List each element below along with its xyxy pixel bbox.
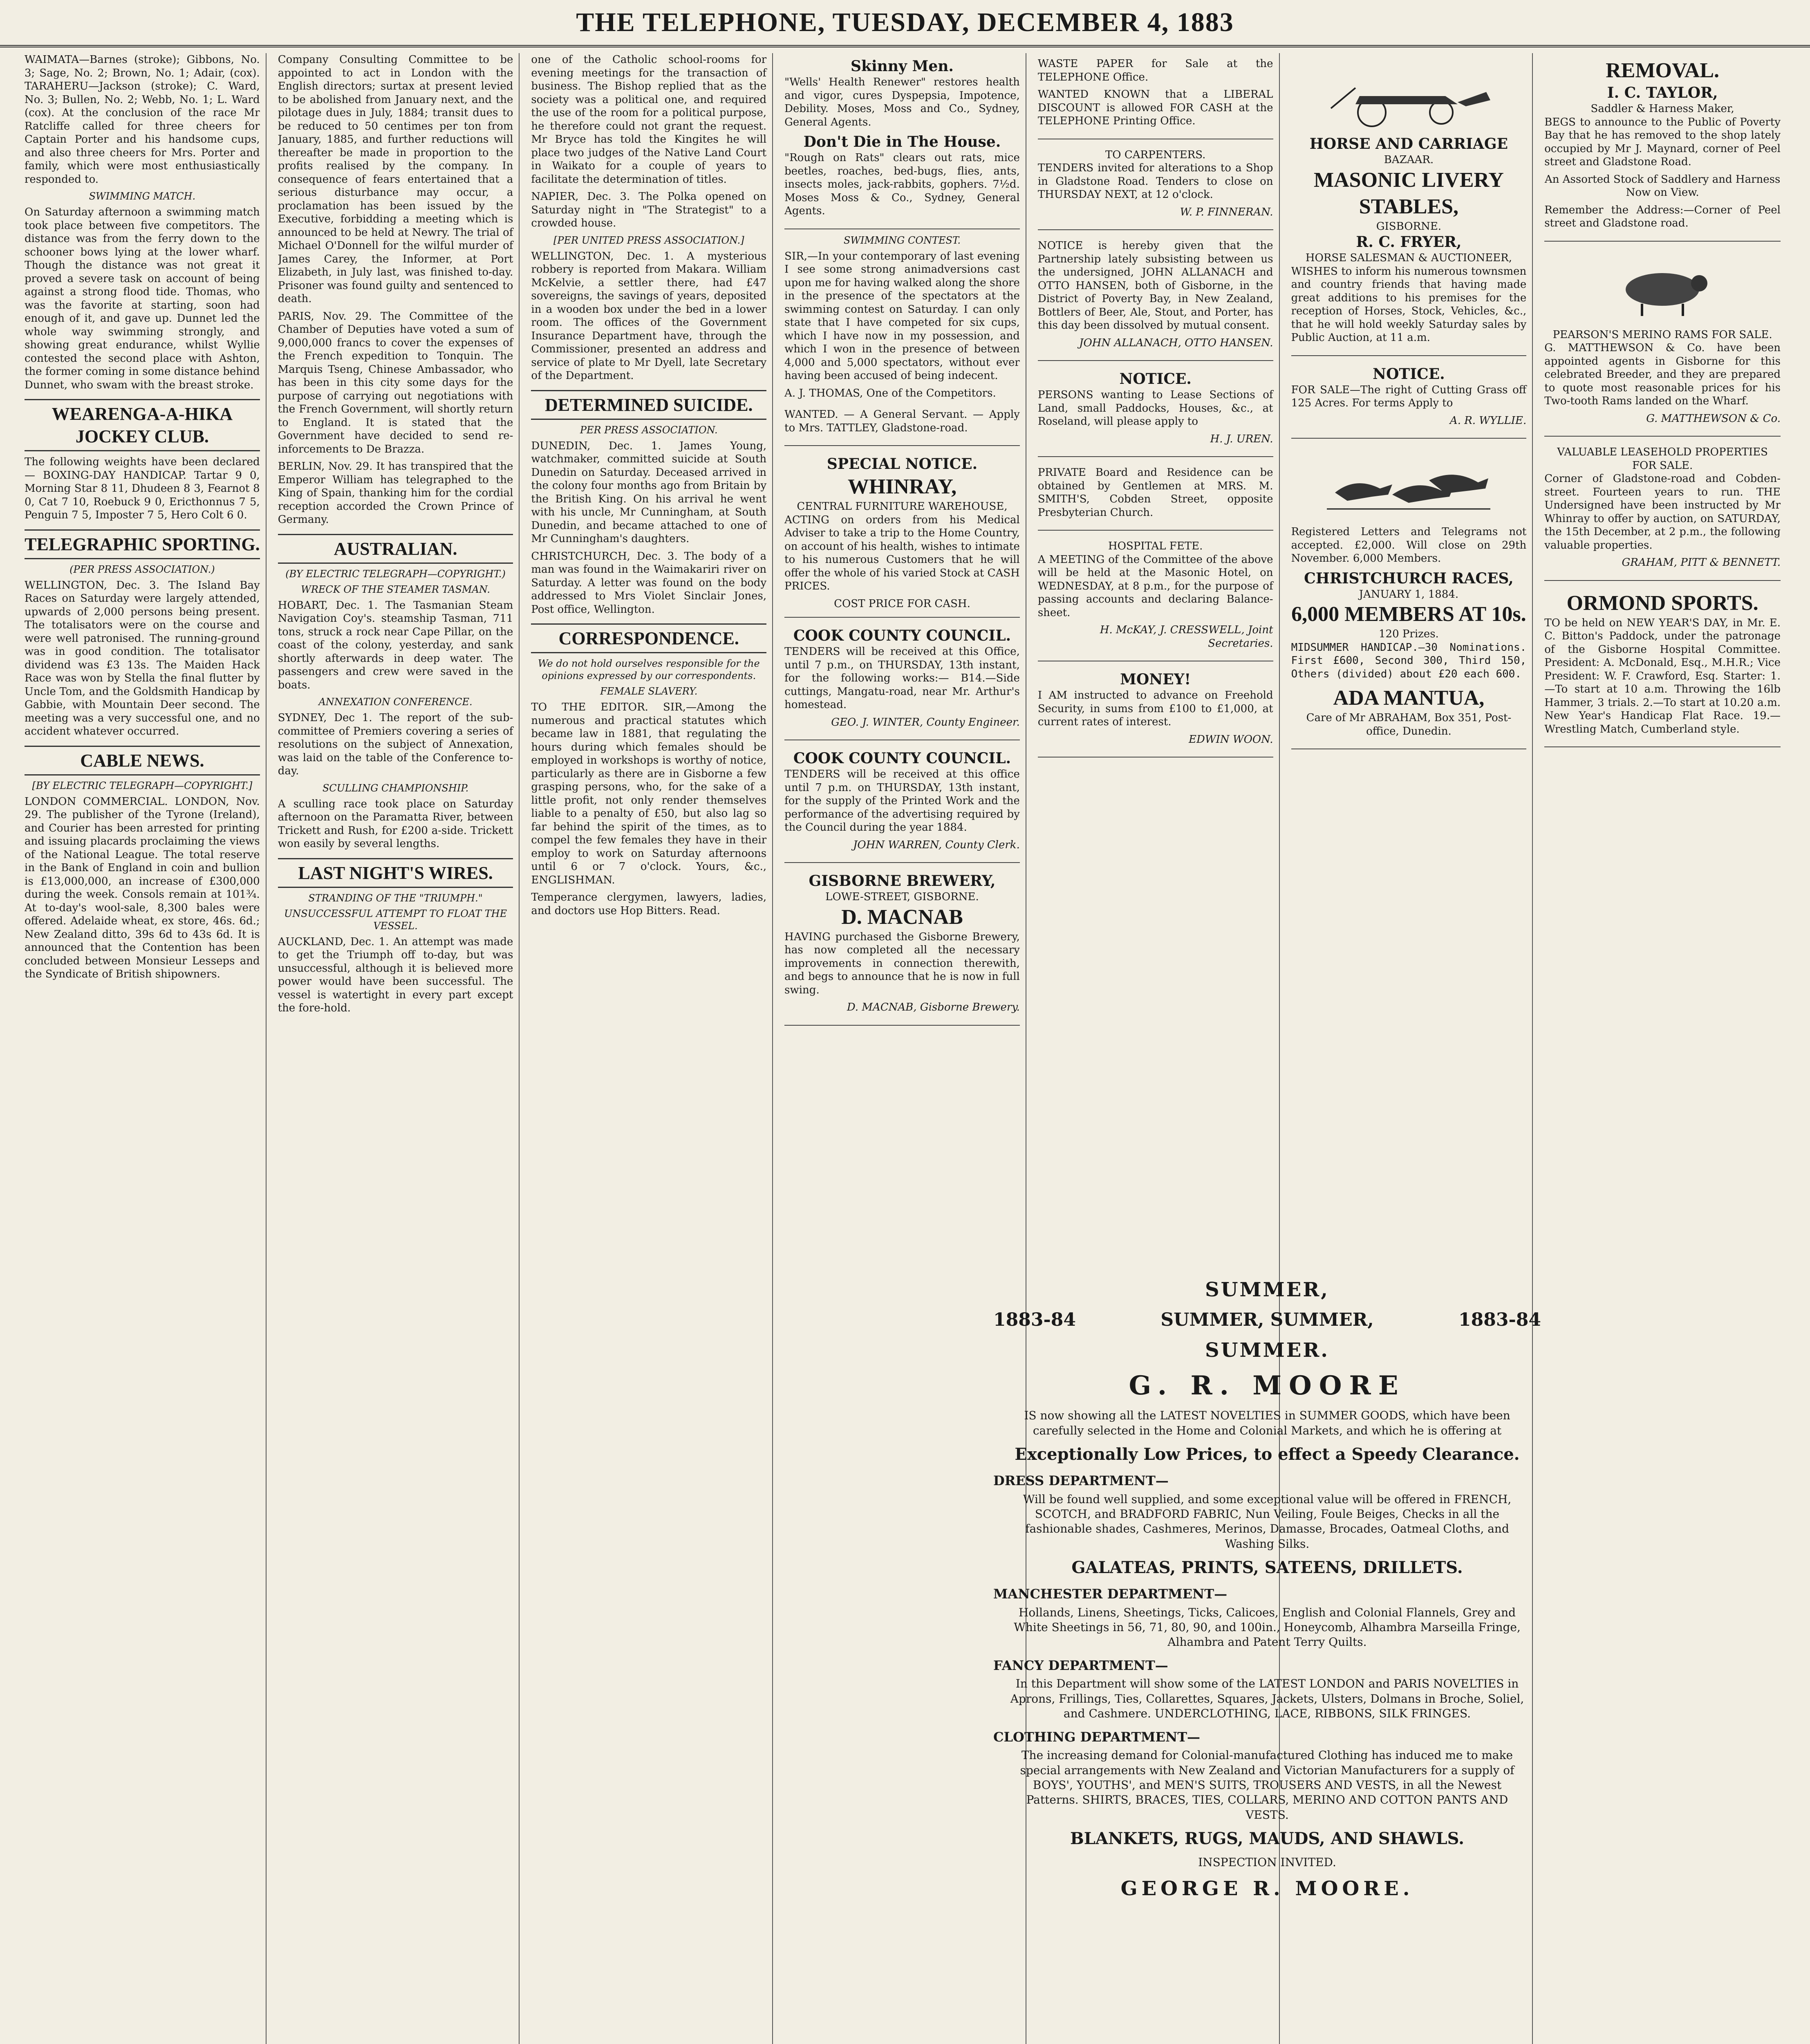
summer-mid: SUMMER, SUMMER, [1160,1309,1374,1331]
carriage-engraving [1303,61,1514,131]
merino-sig: G. MATTHEWSON & Co. [1646,412,1781,425]
swim-heading: SWIMMING MATCH. [89,191,196,202]
blankets-line: BLANKETS, RUGS, MAUDS, AND SHAWLS. [1070,1829,1465,1849]
horse-carriage-heading: HORSE AND CARRIAGE [1309,135,1508,152]
private-board-ad [1038,462,1273,531]
annexation-heading: ANNEXATION CONFERENCE. [318,696,473,708]
inspection-invited: INSPECTION INVITED. [1198,1856,1336,1869]
rats-heading: Don't Die in The House. [803,133,1001,150]
macnab-sig: D. MACNAB, Gisborne Brewery. [847,1001,1020,1013]
ormond-heading: ORMOND SPORTS. [1566,591,1758,615]
column-2 [278,53,520,2044]
prizes-label: 120 Prizes. [1379,628,1439,640]
ram-icon [1609,261,1716,318]
bazaar-label: BAZAAR. [1384,154,1434,166]
jockey-club-heading: WEARENGA-A-HIKA JOCKEY CLUB. [25,399,260,451]
telegraphic-sub: (PER PRESS ASSOCIATION.) [69,563,215,575]
stranding-sub: UNSUCCESSFUL ATTEMPT TO FLOAT THE VESSEL. [284,908,507,932]
leasehold-sig: GRAHAM, PITT & BENNETT. [1622,556,1781,569]
masonic-heading: MASONIC LIVERY STABLES, [1314,168,1504,218]
taylor-sub: Saddler & Harness Maker, [1590,103,1734,115]
merino-text: G. MATTHEWSON & Co. have been appointed agents in Gisborne for this celebrated Breeder, and they are prepared to quote most reasonable prices for his Two-tooth Rams landed on the Wharf. [1544,342,1781,407]
cook-council-heading-2: COOK COUNTY COUNCIL. [793,750,1011,767]
cook-council-text-2: TENDERS will be received at this office until 7 p.m. on THURSDAY, 13th instant, for the supply of the Printed Work and the performance of the advertising required by the Council during the year 1884. [784,768,1020,834]
manchester-dept-text: Hollands, Linens, Sheetings, Ticks, Calicoes, English and Colonial Flannels, Grey and White Sheetings in 56, 71, 80, 90, and 100in., Honeycomb, Alhambra Marseilla Fringe, Alhambra and Patent Terry Quilts. [1014,1605,1521,1649]
grass-notice-text: FOR SALE—The right of Cutting Grass off 125 Acres. For terms Apply to [1291,383,1527,409]
wellington-news: WELLINGTON, Dec. 1. A mysterious robbery is reported from Makara. William McKelvie, a settler there, had £47 sovereigns, the savings of years, deposited in a wooden box under the bed in a lower room. The offices of the Government Insurance Department have, through the Commissioner, presented an address and service of plate to Mr Dyell, late Secretary of the Department. [531,250,767,382]
cable-text: LONDON COMMERCIAL. LONDON, Nov. 29. The publisher of the Tyrone (Ireland), and Courier has been arrested for printing and issuing placards proclaiming the views of the National League. The total reserve in the Bank of England in coin and bullion is £13,000,000, an increase of £300,000 during the week. Consols remain at 101¾. At to-day's wool-sale, 8,300 bales were offered. Adelaide wheat, ex store, 46s. 6d.; New Zealand ditto, 39s 6d to 43s 6d. It is announced that the Contention has been concluded between Monsieur Lesseps and the Syndicate of British shipowners. [25,795,260,980]
hospital-fete-ad [1038,536,1273,661]
swimming-contest-text: SIR,—In your contemporary of last evening I see some strong animadversions cast upon me for having walked along the shore in the presence of the spectators at the swimming contest on Saturday. I can only state that I have competed for six cups, which I have now in my possession, and which I won in the presence of between 4,000 and 5,000 spectators, without ever having been accused of being indecent. [784,250,1020,382]
partnership-sig: JOHN ALLANACH, OTTO HANSEN. [1079,336,1273,349]
clothing-dept-heading: CLOTHING DEPARTMENT— [993,1729,1200,1745]
column-7 [1544,53,1786,2044]
cable-sub: [BY ELECTRIC TELEGRAPH—COPYRIGHT.] [32,780,253,791]
sculling-text: A sculling race took place on Saturday afternoon on the Paramatta River, between Trickett and Rush, for £200 a-side. Trickett won easily by several lengths. [278,798,513,850]
london-news: Company Consulting Committee to be appointed to act in London with the English directors; surtax at present levied to be abolished from January next, and the pilotage dues in July, 1884; transit dues to be reduced to 50 centimes per ton from January, 1885, and further reductions will thereafter be made in proportion to the profits realised by the company. In consequence of fears entertained that a serious disturbance may occur, a proclamation has been issued by the Executive, forbidding a meeting which is announced to be held at Newry. The trial of Michael O'Donnell for the wilful murder of James Carey, the Informer, at Port Elizabeth, in July last, was finished to-day. Prisoner was found guilty and sentenced to death. [278,54,513,305]
upa-sub: [PER UNITED PRESS ASSOCIATION.] [553,234,744,246]
manchester-dept-heading: MANCHESTER DEPARTMENT— [993,1586,1228,1602]
australian-sub: (BY ELECTRIC TELEGRAPH—COPYRIGHT.) [285,568,506,580]
whinray-text: ACTING on orders from his Medical Adviser to take a trip to the Home Country, on account of his health, wishes to intimate to his numerous Customers that he will offer the whole of his varied Stock at CASH PRICES. [784,513,1020,592]
races-heading: CHRISTCHURCH RACES, [1304,569,1514,587]
whinray-heading: WHINRAY, [847,475,957,498]
leasehold-heading: VALUABLE LEASEHOLD PROPERTIES FOR SALE. [1557,446,1768,472]
ada-mantua-heading: ADA MANTUA, [1333,686,1485,710]
money-sig: EDWIN WOON. [1189,733,1273,746]
partnership-text: NOTICE is hereby given that the Partnership lately subsisting between us the undersigned, JOHN ALLANACH and OTTO HANSEN, both of Gisborne, in the District of Poverty Bay, in New Zealand, Bottlers of Beer, Ale, Stout, and Porter, has this day been dissolved by mutual consent. [1037,240,1273,332]
paris-news: PARIS, Nov. 29. The Committee of the Chamber of Deputies have voted a sum of 9,000,000 francs to cover the expenses of the French expedition to Tonquin. The Marquis Tseng, Chinese Ambassador, who has been in this city some days for the purpose of carrying out negotiations with the French Government, will shortly return to England. It is stated that the Government have decided to send re-inforcements to De Brazza. [278,310,513,455]
berlin-news: BERLIN, Nov. 29. It has transpired that the Emperor William has telegraphed to the King of Spain, thanking him for the cordial reception accorded the Crown Prince of Germany. [278,460,513,526]
cook-council-heading-1: COOK COUNTY COUNCIL. [793,627,1011,644]
leasehold-text: Corner of Gladstone-road and Cobden-street. Fourteen years to run. THE Undersigned have been instructed by Mr Whinray to offer by auction, on SATURDAY, the 15th December, at 2 p.m., the following valuable properties. [1544,473,1781,551]
temperance-note: Temperance clergymen, lawyers, ladies, and doctors use Hop Bitters. Read. [531,891,767,917]
ormond-text: TO be held on NEW YEAR'S DAY, in Mr. E. C. Bitton's Paddock, under the patronage of the Gisborne Hospital Committee. President: A. McDonald, Esq., M.H.R.; Vice President: W. F. Crawford, Esq. Starter: 1.—To start at 10 a.m. Throwing the 16lb Hammer, 3 trials. 2.—To start at 10.20 a.m. New Year's Handicap Flat Race. 19.—Wrestling Match, Cumberland style. [1544,616,1781,735]
grass-notice-ad [1291,361,1527,439]
carpenters-text: TENDERS invited for alterations to a Shop in Gladstone Road. Tenders to close on THURSDAY NEXT, at 12 o'clock. [1037,162,1273,201]
merino-ad [1544,247,1781,437]
cook-council-sig-2: JOHN WARREN, County Clerk. [853,838,1020,851]
fancy-dept-text: In this Department will show some of the LATEST LONDON and PARIS NOVELTIES in Aprons, Frillings, Ties, Collarettes, Squares, Jackets, Ulsters, Dolmans in Broche, Soliel, and Cashmere. UNDERCLOTHING, LACE, RIBBONS, SILK FRINGES. [1010,1677,1524,1721]
ram-engraving [1556,255,1769,324]
carpenters-sig: W. P. FINNERAN. [1180,206,1273,218]
gisborne-label: GISBORNE. [1376,220,1442,233]
kingites-news: one of the Catholic school-rooms for evening meetings for the transaction of business. The Bishop replied that as the society was a political one, and required the use of the room for a political purpose, he therefore could not grant the request. Mr Bryce has told the Kingites he will place two judges of the Native Land Court in Waikato for a couple of years to facilitate the determination of titles. [531,54,767,186]
season-left: 1883-84 [993,1309,1076,1331]
money-heading: MONEY! [1120,671,1191,688]
suicide-text: DUNEDIN, Dec. 1. James Young, watchmaker, committed suicide at South Dunedin on Saturday. Deceased arrived in the colony four months ago from Britain by the British King. On his arrival he went with his uncle, Mr Cunningham, at South Dunedin, and became attached to one of Mr Cunningham's daughters. [531,439,767,545]
grass-notice-heading: NOTICE. [1373,365,1445,383]
brewery-heading: GISBORNE BREWERY, [809,872,996,890]
rowing-crews: WAIMATA—Barnes (stroke); Gibbons, No. 3; Sage, No. 2; Brown, No. 1; Adair, (cox). TARAHERU—Jackson (stroke); C. Ward, No. 3; Bullen, No. 2; Webb, No. 1; L. Ward (cox). At the conclusion of the race Mr Ratcliffe called for three cheers for Captain Porter and his handsome cups, and also three cheers for Mrs. Porter and family, which were most enthusiastically responded to. [25,54,260,186]
lease-notice-text: PERSONS wanting to Lease Sections of Land, small Paddocks, Houses, &c., at Roseland, will please apply to [1037,389,1273,428]
clothing-dept-text: The increasing demand for Colonial-manufactured Clothing has induced me to make special arrangements with New Zealand and Victorian Manufacturers for a supply of BOYS', YOUTHS', and MEN'S SUITS, TROUSERS AND VESTS, in all the Newest Patterns. SHIRTS, BRACES, TIES, COLLARS, MERINO AND COTTON PANTS AND VESTS. [1020,1748,1514,1822]
members-heading: 6,000 MEMBERS AT 10s. [1291,603,1526,626]
napier-news: NAPIER, Dec. 3. The Polka opened on Saturday night in "The Strategist" to a crowded house. [531,191,767,229]
skinny-heading: Skinny Men. [851,58,954,75]
cook-council-sig-1: GEO. J. WINTER, County Engineer. [831,716,1020,728]
waste-paper-text: WASTE PAPER for Sale at the TELEPHONE Office. [1037,58,1273,83]
fancy-dept-heading: FANCY DEPARTMENT— [993,1657,1168,1673]
dress-dept-text: Will be found well supplied, and some exceptional value will be offered in FRENCH, SCOTCH, and BRADFORD FABRIC, Nun Veiling, Foule Beiges, Checks in all the fashionable shades, Cashmeres, Merinos, Damasse, Brocades, Oatmeal Cloths, and Washing Silks. [1023,1492,1512,1551]
dress-dept-heading: DRESS DEPARTMENT— [993,1472,1169,1488]
swim-text: On Saturday afternoon a swimming match took place between five competitors. The distance was from the ferry down to the schooner bows lying at the lower wharf. Though the distance was not great it proved a severe task on account of being against a strong flood tide. Thomas, who was the favorite at starting, soon had enough of it, and gave up. Dunnet led the whole way swimming strongly, and showing great endurance, whilst Wyllie contested the second place with Ashton, the former coming in some distance behind Dunnet, who swam with the breast stroke. [25,206,260,391]
summer-bottom: SUMMER. [1205,1338,1329,1362]
waste-paper-ad [1038,53,1273,139]
whinray-sub: CENTRAL FURNITURE WAREHOUSE, [797,500,1008,513]
carpenters-ad [1038,144,1273,231]
female-slavery-heading: FEMALE SLAVERY. [600,686,698,697]
racehorses-icon [1323,456,1494,517]
ormond-sports-ad [1544,586,1781,748]
carpenters-heading: TO CARPENTERS. [1105,148,1206,161]
macnab-text: HAVING purchased the Gisborne Brewery, has now completed all the necessary improvements in connection therewith, and begs to announce that he is now in full swing. [784,930,1020,996]
whinray-foot: COST PRICE FOR CASH. [834,597,970,610]
ada-mantua-sub: Care of Mr ABRAHAM, Box 351, Post-office, Dunedin. [1306,712,1512,737]
season-right: 1883-84 [1458,1309,1541,1331]
partnership-notice-ad [1038,235,1273,361]
registered-letters-text: Registered Letters and Telegrams not accepted. £2,000. Will close on 29th November. 6,000 Members. [1291,526,1527,565]
suicide-heading: DETERMINED SUICIDE. [531,390,766,420]
fryer-sub: HORSE SALESMAN & AUCTIONEER, [1305,252,1512,264]
moore-sig: GEORGE R. MOORE. [1120,1877,1414,1900]
annexation-text: SYDNEY, Dec 1. The report of the sub-committee of Premiers covering a series of resolutions on the subject of Annexation, was laid on the table of the Conference to-day. [278,712,513,777]
female-slavery-text: TO THE EDITOR. SIR,—Among the numerous and practical statutes which became law in 1881, that regulating the hours during which females should be employed in workshops is worthy of notice, particularly as there are in Gisborne a few grasping persons, who, for the sake of a little profit, not only render themselves liable to a penalty of £50, but also lag so far behind the spirit of the times, as to compel the few females they have in their employ to work on Saturday afternoons until 6 or 7 o'clock. Yours, &c., ENGLISHMAN. [531,701,767,886]
column-1 [25,53,267,2044]
jockey-weights: The following weights have been declared— BOXING-DAY HANDICAP. Tartar 9 0, Morning Star 8 11, Dhudeen 8 3, Fearnot 8 0, Cat 7 10, Roebuck 9 0, Ericthonnus 7 5, Penguin 7 5, Imposter 7 5, Hero Colt 6 0. [25,456,260,521]
cable-news-heading: CABLE NEWS. [25,746,260,775]
racing-engraving [1303,452,1514,521]
macnab-heading: D. MACNAB [841,905,963,929]
taylor-heading: I. C. TAYLOR, [1607,84,1718,101]
taylor-text: BEGS to announce to the Public of Poverty Bay that he has removed to the shop lately occupied by Mr J. Maynard, corner of Peel street and Gladstone Road. [1544,116,1781,168]
hospital-fete-heading: HOSPITAL FETE. [1108,540,1203,552]
fryer-heading: R. C. FRYER, [1356,233,1462,251]
hospital-fete-text: A MEETING of the Committee of the above will be held at the Masonic Hotel, on WEDNESDAY, at 8 p.m., for the purpose of passing accounts and declaring Balance-sheet. [1037,553,1273,619]
moore-ad [993,1271,1541,2044]
assorted-stock: An Assorted Stock of Saddlery and Harness Now on View. [1544,173,1781,199]
wanted-servant-ad [784,404,1020,446]
hospital-fete-sig: H. McKAY, J. CRESSWELL, Joint Secretaries. [1100,624,1273,650]
discount-text: WANTED KNOWN that a LIBERAL DISCOUNT is allowed FOR CASH at the TELEPHONE Printing Office. [1037,88,1273,127]
stranding-text: AUCKLAND, Dec. 1. An attempt was made to get the Triumph off to-day, but was unsuccessful, although it is believed more power would have been successful. The vessel is watertight in every part except the fore-hold. [278,935,513,1014]
christchurch-news: CHRISTCHURCH, Dec. 3. The body of a man was found in the Waimakariri river on Saturday. A letter was found on the body addressed to Mrs Violet Sinclair Jones, Post office, Wellington. [531,550,767,616]
stranding-heading: STRANDING OF THE "TRIUMPH." [308,892,483,904]
removal-heading: REMOVAL. [1606,59,1720,82]
merino-heading: PEARSON'S MERINO RAMS FOR SALE. [1552,328,1772,341]
whinray-ad [784,451,1020,618]
carriage-icon [1323,63,1494,129]
skinny-text: "Wells' Health Renewer" restores health and vigor, cures Dyspepsia, Impotence, Debility. Moses, Moss and Co., Sydney, General Agents. [784,76,1020,128]
swimming-contest-sig: A. J. THOMAS, One of the Competitors. [784,387,996,399]
correspondence-heading: CORRESPONDENCE. [531,623,766,653]
removal-ad [1544,53,1781,242]
notice-heading: NOTICE. [1119,370,1192,388]
moore-clearance: Exceptionally Low Prices, to effect a Speedy Clearance. [1015,1444,1520,1464]
handicap-table: MIDSUMMER HANDICAP.—30 Nominations. First £600, Second 300, Third 150, Others (divided) about £20 each 600. [1291,641,1527,680]
correspondence-sub: We do not hold ourselves responsible for the opinions expressed by our correspondents. [538,658,760,681]
column-3 [531,53,773,2044]
telegraphic-sporting-heading: TELEGRAPHIC SPORTING. [25,529,260,559]
summer-row [993,1308,1541,1331]
suicide-sub: PER PRESS ASSOCIATION. [580,424,718,436]
swimming-contest-heading: SWIMMING CONTEST. [843,234,961,246]
livery-stables-ad [1291,53,1527,356]
remember-address: Remember the Address:—Corner of Peel street and Gladstone road. [1544,204,1781,229]
australian-heading: AUSTRALIAN. [278,534,513,564]
brewery-sub: LOWE-STREET, GISBORNE. [825,891,979,903]
galateas-line: GALATEAS, PRINTS, SATEENS, DRILLETS. [1071,1558,1463,1578]
leasehold-ad [1544,442,1781,581]
wreck-text: HOBART, Dec. 1. The Tasmanian Steam Navigation Coy's. steamship Tasman, 711 tons, struck a rock near Cape Pillar, on the coast of the colony, yesterday, and sank shortly afterwards in deep water. The passengers and crew were saved in the boats. [278,599,513,691]
grass-notice-sig: A. R. WYLLIE. [1449,414,1527,427]
telegraphic-text: WELLINGTON, Dec. 3. The Island Bay Races on Saturday were largely attended, upwards of 2,000 persons being present. The totalisators were on the course and were well patronised. The running-ground was in good condition. The totalisator dividend was £3 13s. The Maiden Hack Race was won by Stella the final flutter by Uncle Tom, and the Goldsmith Handicap by Gabbie, with Mountain Deer second. The meeting was a very successful one, and no accident whatever occurred. [25,579,260,737]
summer-top: SUMMER, [1205,1278,1329,1301]
money-text: I AM instructed to advance on Freehold Security, in sums from £100 to £1,000, at current rates of interest. [1037,689,1273,728]
rats-text: "Rough on Rats" clears out rats, mice beetles, roaches, bed-bugs, flies, ants, insects moles, jack-rabbits, gophers. 7½d. Moses Moss & Co., Sydney, General Agents. [784,152,1020,217]
sculling-heading: SCULLING CHAMPIONSHIP. [322,782,469,794]
wanted-servant-text: WANTED. — A General Servant. — Apply to Mrs. TATTLEY, Gladstone-road. [784,408,1020,434]
masthead: THE TELEPHONE, TUESDAY, DECEMBER 4, 1883 [0,0,1810,47]
brewery-ad [784,868,1020,1026]
special-notice-heading: SPECIAL NOTICE. [827,455,978,473]
last-nights-wires-heading: LAST NIGHT'S WIRES. [278,858,513,888]
cook-council-ad-1 [784,623,1020,740]
money-ad [1038,666,1273,758]
moore-name: G. R. MOORE [1129,1370,1406,1401]
cook-council-ad-2 [784,745,1020,863]
races-ad [1291,444,1527,749]
wreck-heading: WRECK OF THE STEAMER TASMAN. [301,583,490,595]
moore-intro: IS now showing all the LATEST NOVELTIES in SUMMER GOODS, which have been carefully selected in the Home and Colonial Markets, and which he is offering at [1024,1409,1510,1437]
lease-notice-ad [1038,366,1273,457]
skinny-men-ad [784,53,1020,229]
column-4 [784,53,1026,2044]
cook-council-text-1: TENDERS will be received at this Office, until 7 p.m., on THURSDAY, 13th instant, for the following works:— B14.—Side cuttings, Mangatu-road, near Mr. Arthur's homestead. [784,645,1020,711]
races-date: JANUARY 1, 1884. [1359,588,1459,601]
fryer-text: WISHES to inform his numerous townsmen and country friends that having made great additions to his premises for the reception of Horses, Stock, Vehicles, &c., that he will hold weekly Saturday sales by Public Auction, at 11 a.m. [1291,265,1527,344]
lease-notice-sig: H. J. UREN. [1210,433,1273,445]
private-board-text: PRIVATE Board and Residence can be obtained by Gentlemen at MRS. M. SMITH'S, Cobden Street, opposite Presbyterian Church. [1037,466,1273,519]
